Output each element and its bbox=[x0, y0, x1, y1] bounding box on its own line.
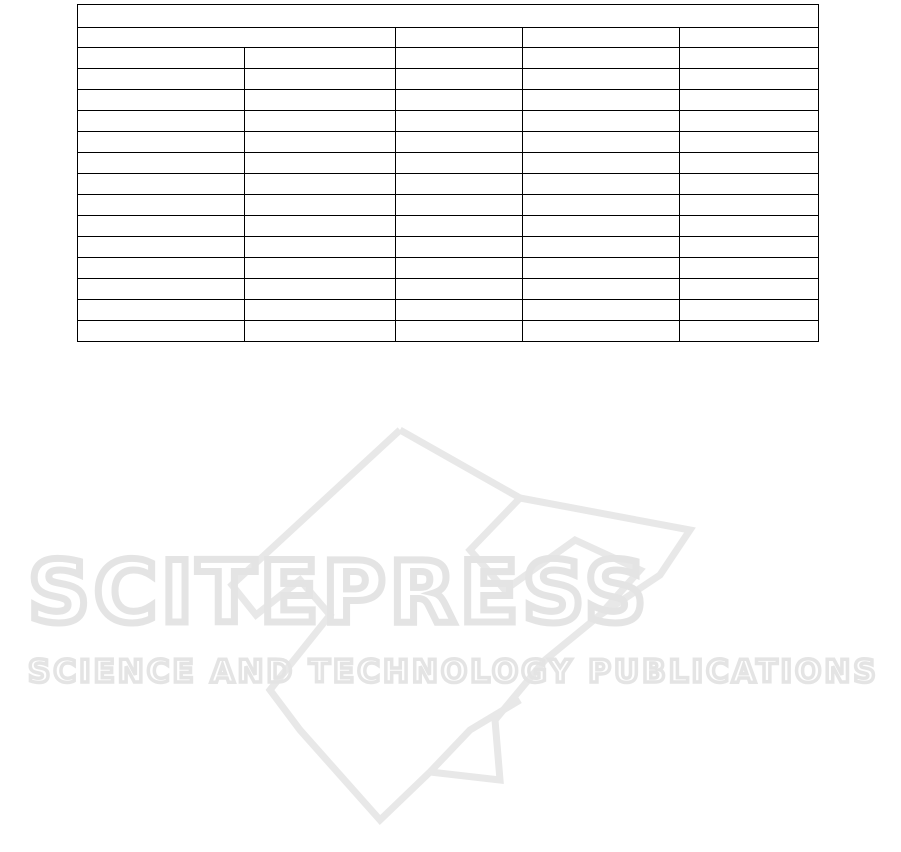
table-cell bbox=[245, 48, 396, 69]
table-title-cell bbox=[78, 5, 819, 28]
table-cell bbox=[523, 216, 680, 237]
table-cell bbox=[245, 258, 396, 279]
table-body bbox=[78, 5, 819, 342]
table-row bbox=[78, 279, 819, 300]
table-cell bbox=[78, 69, 245, 90]
table-cell bbox=[523, 90, 680, 111]
table-header-row bbox=[78, 28, 819, 48]
table-row bbox=[78, 237, 819, 258]
column-header-4 bbox=[680, 28, 819, 48]
table-cell bbox=[396, 237, 523, 258]
table-cell bbox=[78, 132, 245, 153]
scitepress-watermark bbox=[0, 400, 901, 852]
table-cell bbox=[396, 174, 523, 195]
table-cell bbox=[245, 153, 396, 174]
table-cell bbox=[680, 174, 819, 195]
table-cell bbox=[396, 321, 523, 342]
table-row bbox=[78, 195, 819, 216]
table-cell bbox=[78, 111, 245, 132]
table-cell bbox=[78, 153, 245, 174]
table-cell bbox=[680, 195, 819, 216]
table-cell bbox=[78, 174, 245, 195]
table-cell bbox=[245, 279, 396, 300]
table-cell bbox=[78, 90, 245, 111]
table-row bbox=[78, 174, 819, 195]
table-cell bbox=[78, 321, 245, 342]
table-cell bbox=[396, 48, 523, 69]
table-cell bbox=[245, 174, 396, 195]
column-header-3 bbox=[523, 28, 680, 48]
table-cell bbox=[523, 153, 680, 174]
data-table bbox=[77, 4, 819, 342]
table-cell bbox=[523, 69, 680, 90]
table-row bbox=[78, 258, 819, 279]
table-row bbox=[78, 300, 819, 321]
table-cell bbox=[396, 132, 523, 153]
table-row bbox=[78, 216, 819, 237]
table-cell bbox=[680, 279, 819, 300]
table-cell bbox=[523, 111, 680, 132]
table-cell bbox=[396, 90, 523, 111]
table-row bbox=[78, 111, 819, 132]
table-cell bbox=[78, 300, 245, 321]
table-cell bbox=[245, 132, 396, 153]
table-cell bbox=[523, 174, 680, 195]
watermark-brand: SCITEPRESS bbox=[28, 543, 651, 643]
table-cell bbox=[245, 90, 396, 111]
table-cell bbox=[523, 48, 680, 69]
table-cell bbox=[523, 195, 680, 216]
table-cell bbox=[523, 132, 680, 153]
table-cell bbox=[396, 216, 523, 237]
table-cell bbox=[245, 300, 396, 321]
table-cell bbox=[78, 48, 245, 69]
table-cell bbox=[396, 300, 523, 321]
watermark-tagline: SCIENCE AND TECHNOLOGY PUBLICATIONS bbox=[28, 654, 879, 690]
table-cell bbox=[78, 195, 245, 216]
table-cell bbox=[523, 258, 680, 279]
table-cell bbox=[680, 216, 819, 237]
table-title-row bbox=[78, 5, 819, 28]
table-cell bbox=[245, 237, 396, 258]
table-row bbox=[78, 90, 819, 111]
table-row bbox=[78, 321, 819, 342]
column-header-0 bbox=[78, 28, 396, 48]
table-row bbox=[78, 48, 819, 69]
table-cell bbox=[78, 216, 245, 237]
table-cell bbox=[245, 111, 396, 132]
table-cell bbox=[78, 237, 245, 258]
table-cell bbox=[523, 237, 680, 258]
table-cell bbox=[680, 153, 819, 174]
table-cell bbox=[680, 321, 819, 342]
table-cell bbox=[680, 237, 819, 258]
table-cell bbox=[680, 48, 819, 69]
table-cell bbox=[245, 321, 396, 342]
table-cell bbox=[523, 279, 680, 300]
table-cell bbox=[78, 279, 245, 300]
table-cell bbox=[78, 258, 245, 279]
table-cell bbox=[680, 258, 819, 279]
table-cell bbox=[523, 300, 680, 321]
table-cell bbox=[396, 153, 523, 174]
table-cell bbox=[245, 195, 396, 216]
table-row bbox=[78, 132, 819, 153]
table-cell bbox=[680, 90, 819, 111]
table-cell bbox=[680, 69, 819, 90]
table-cell bbox=[396, 69, 523, 90]
table-cell bbox=[396, 111, 523, 132]
table-cell bbox=[245, 69, 396, 90]
table-cell bbox=[245, 216, 396, 237]
table-cell bbox=[396, 279, 523, 300]
table-row bbox=[78, 69, 819, 90]
table-cell bbox=[523, 321, 680, 342]
table-cell bbox=[396, 195, 523, 216]
table-cell bbox=[396, 258, 523, 279]
table-cell bbox=[680, 132, 819, 153]
table-cell bbox=[680, 300, 819, 321]
table-cell bbox=[680, 111, 819, 132]
table-row bbox=[78, 153, 819, 174]
open-book-outline-icon bbox=[232, 430, 690, 820]
column-header-2 bbox=[396, 28, 523, 48]
